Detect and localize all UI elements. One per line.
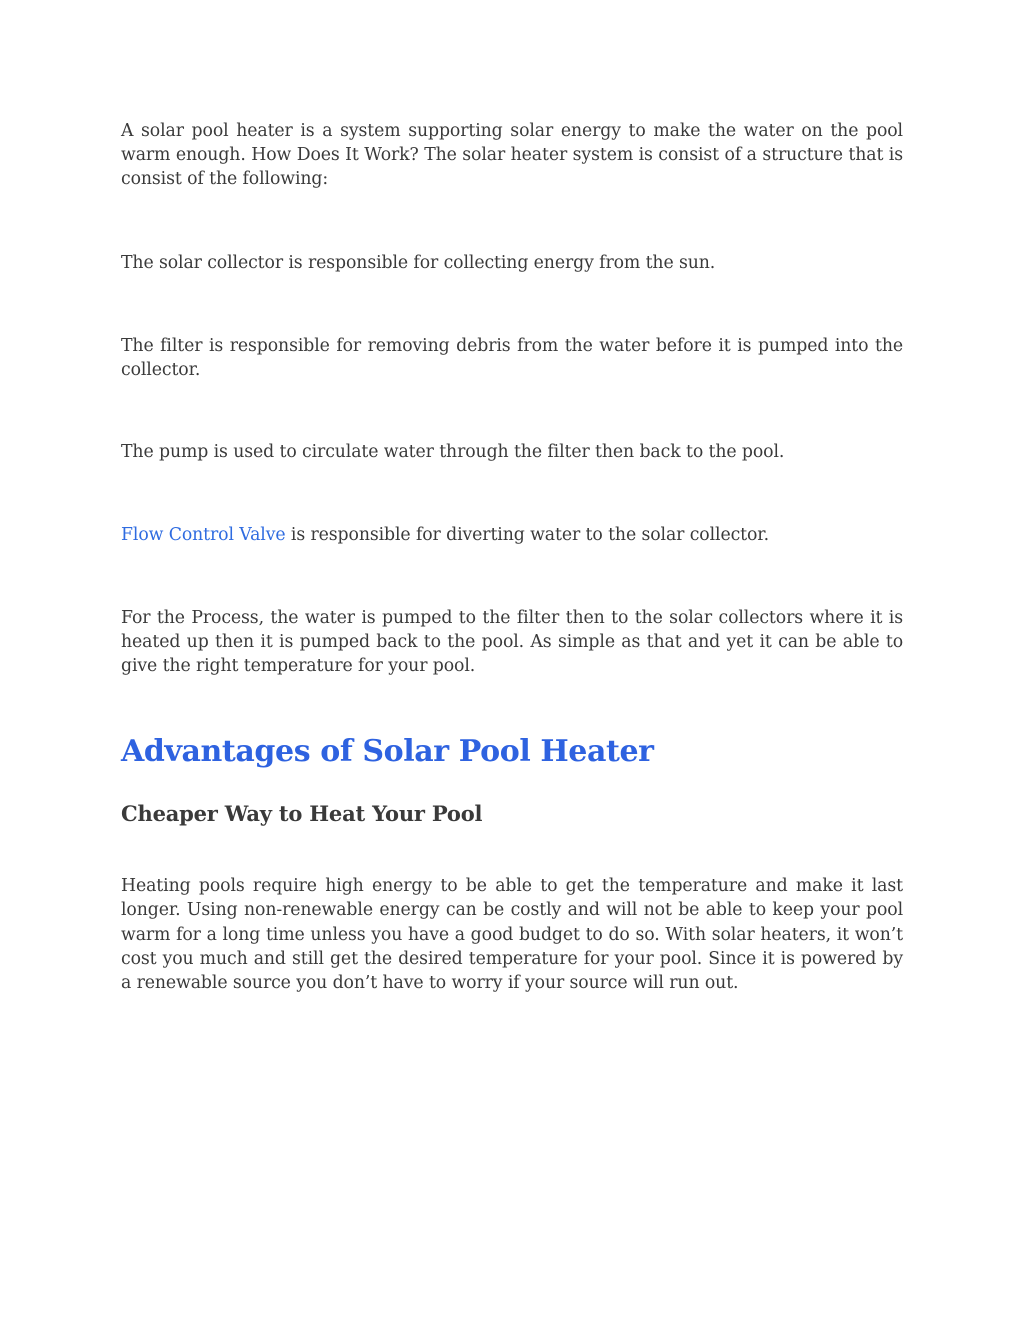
heating-paragraph: Heating pools require high energy to be able to get the temperature and make it last longer. Using non-renewable energy can be costly and will not be able to keep your pool warm for a long time unless you have a good budget to do so. With solar heaters, it won’t cost you much and still get the desired temperature for your pool. Since it is powered by a renewable source you don’t have to worry if your source will run out. [121, 876, 903, 994]
process-paragraph: For the Process, the water is pumped to the filter then to the solar collectors where it is heated up then it is pumped back to the pool. As simple as that and yet it can be able to give the right temperature for your pool. [121, 607, 903, 677]
cheaper-subheading: Cheaper Way to Heat Your Pool [121, 801, 483, 827]
filter-paragraph: The filter is responsible for removing debris from the water before it is pumped into the collector. [121, 335, 903, 381]
document-page [121, 119, 903, 995]
flow-control-valve-link[interactable]: Flow Control Valve [121, 525, 286, 546]
valve-paragraph-text: is responsible for diverting water to the solar collector. [285, 525, 769, 546]
collector-paragraph: The solar collector is responsible for collecting energy from the sun. [121, 252, 716, 273]
valve-paragraph [121, 523, 903, 547]
intro-paragraph: A solar pool heater is a system supporting solar energy to make the water on the pool warm enough. How Does It Work? The solar heater system is consist of a structure that is consist of the following: [121, 121, 903, 190]
pump-paragraph: The pump is used to circulate water through the filter then back to the pool. [121, 442, 785, 463]
advantages-heading: Advantages of Solar Pool Heater [121, 734, 654, 770]
